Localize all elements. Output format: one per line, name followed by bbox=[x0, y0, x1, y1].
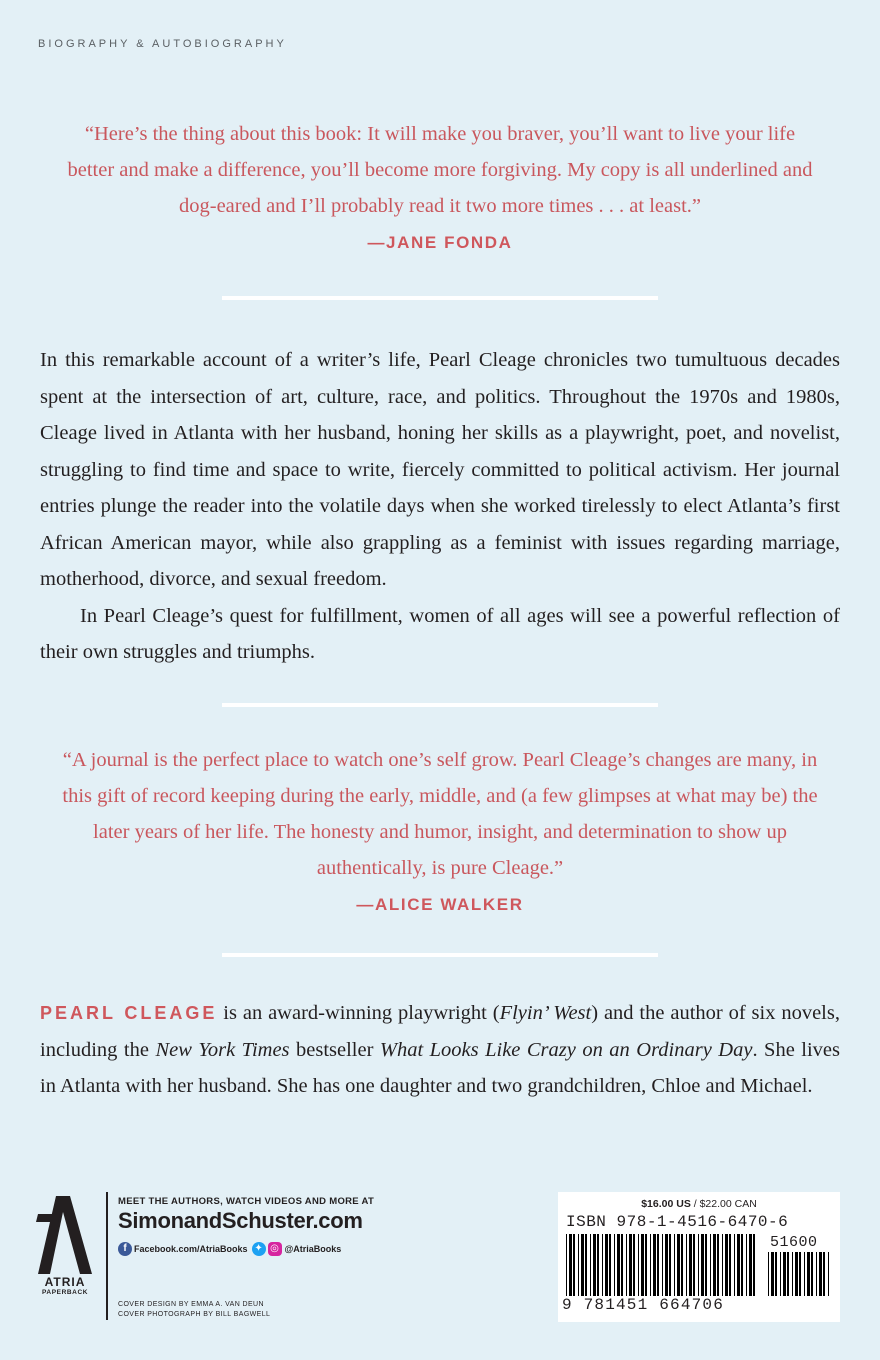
barcode-icon bbox=[566, 1234, 758, 1296]
cover-credits bbox=[118, 1300, 270, 1320]
publisher-logo-text bbox=[36, 1276, 94, 1297]
quote-fonda bbox=[60, 116, 820, 262]
description bbox=[40, 342, 840, 671]
twitter-icon: ✦ bbox=[252, 1242, 266, 1256]
barcode-bar bbox=[698, 1234, 699, 1296]
price-addon-code: 51600 bbox=[770, 1234, 818, 1251]
barcode-bar bbox=[787, 1252, 789, 1296]
barcode-bar bbox=[681, 1234, 683, 1296]
facebook-icon: f bbox=[118, 1242, 132, 1256]
price-us: $16.00 US bbox=[641, 1198, 691, 1210]
barcode-bar bbox=[677, 1234, 680, 1296]
barcode-bar bbox=[569, 1234, 572, 1296]
publisher-imprint: PAPERBACK bbox=[41, 1289, 89, 1296]
cover-photo-credit: COVER PHOTOGRAPH BY BILL BAGWELL bbox=[118, 1311, 271, 1318]
barcode-bar bbox=[629, 1234, 632, 1296]
barcode-bar bbox=[605, 1234, 608, 1296]
barcode-bar bbox=[737, 1234, 740, 1296]
barcode-panel bbox=[558, 1192, 840, 1322]
barcode-bar bbox=[710, 1234, 711, 1296]
barcode-bar bbox=[669, 1234, 671, 1296]
barcode-bar bbox=[633, 1234, 635, 1296]
barcode-bar bbox=[665, 1234, 668, 1296]
barcode-bar bbox=[609, 1234, 611, 1296]
barcode-bar bbox=[729, 1234, 731, 1296]
barcode-bar bbox=[783, 1252, 786, 1296]
description-paragraph: In this remarkable account of a writer’s life, Pearl Cleage chronicles two tumultuous decades spent at the intersection of art, culture, race, and politics. Throughout the 1970s and 1980s, Cleage lived in Atlanta with her husband, honing her skills as a playwright, poet, and novelist, struggling to find time and space to write, fiercely committed to political activism. Her journal entries plunge the reader into the volatile days when she worked tirelessly to elect Atlanta’s first African American mayor, while also grappling as a feminist with issues regarding marriage, motherhood, divorce, and sexual freedom. bbox=[40, 349, 840, 590]
barcode-bar bbox=[816, 1252, 817, 1296]
price-label bbox=[558, 1198, 840, 1210]
quote-attribution: —JANE FONDA bbox=[367, 233, 513, 252]
quote-attribution: —ALICE WALKER bbox=[356, 895, 524, 914]
barcode-bar bbox=[792, 1252, 793, 1296]
barcode-bar bbox=[653, 1234, 656, 1296]
barcode-bar bbox=[593, 1234, 596, 1296]
barcode-bar bbox=[807, 1252, 810, 1296]
barcode-bar bbox=[795, 1252, 798, 1296]
barcode-bar bbox=[749, 1234, 752, 1296]
bio-work-title: New York Times bbox=[155, 1038, 290, 1061]
barcode-bar bbox=[828, 1252, 829, 1296]
social-links bbox=[118, 1242, 374, 1256]
barcode-bar bbox=[753, 1234, 755, 1296]
barcode-bar bbox=[614, 1234, 615, 1296]
barcode-bar bbox=[725, 1234, 728, 1296]
category-label: BIOGRAPHY & AUTOBIOGRAPHY bbox=[38, 38, 287, 50]
addon-barcode-icon bbox=[768, 1252, 830, 1296]
publisher-name: ATRIA bbox=[44, 1275, 86, 1289]
bio-text: ) and the author of six novels, including the bbox=[40, 1002, 840, 1061]
barcode-bar bbox=[701, 1234, 704, 1296]
bio-text: is an award-winning playwright ( bbox=[217, 1002, 500, 1024]
barcode-bar bbox=[566, 1234, 567, 1296]
barcode-bar bbox=[780, 1252, 781, 1296]
quote-walker bbox=[60, 742, 820, 924]
promo-text: MEET THE AUTHORS, WATCH VIDEOS AND MORE AT bbox=[118, 1196, 375, 1207]
barcode-bar bbox=[590, 1234, 591, 1296]
barcode-bar bbox=[775, 1252, 777, 1296]
barcode-bar bbox=[626, 1234, 627, 1296]
barcode-bar bbox=[771, 1252, 774, 1296]
bio-work-title: What Looks Like Crazy on an Ordinary Day bbox=[379, 1038, 753, 1061]
barcode-bar bbox=[693, 1234, 695, 1296]
barcode-bar bbox=[578, 1234, 579, 1296]
divider bbox=[222, 703, 658, 707]
cover-design-credit: COVER DESIGN BY EMMA A. VAN DEUN bbox=[118, 1301, 264, 1308]
barcode-bar bbox=[617, 1234, 620, 1296]
barcode-bar bbox=[645, 1234, 647, 1296]
publisher-promo bbox=[118, 1196, 374, 1256]
facebook-link[interactable]: Facebook.com/AtriaBooks bbox=[134, 1244, 248, 1254]
barcode-bar bbox=[722, 1234, 723, 1296]
barcode-bar bbox=[799, 1252, 801, 1296]
barcode-bar bbox=[638, 1234, 639, 1296]
barcode-bar bbox=[662, 1234, 663, 1296]
barcode-bar bbox=[804, 1252, 805, 1296]
barcode-bar bbox=[713, 1234, 716, 1296]
bio-text: . She lives in Atlanta with her husband. She has one daughter and two grandchildren, Chloe and Michael. bbox=[40, 1038, 840, 1097]
publisher-url[interactable]: SimonandSchuster.com bbox=[118, 1208, 363, 1233]
isbn-number: ISBN 978-1-4516-6470-6 bbox=[566, 1213, 789, 1231]
vertical-divider bbox=[106, 1192, 108, 1320]
divider bbox=[222, 953, 658, 957]
ean-number: 9 781451 664706 bbox=[562, 1296, 725, 1314]
quote-text: “A journal is the perfect place to watch one’s self grow. Pearl Cleage’s changes are many, in this gift of record keeping during the early, middle, and (a few glimpses at what may be) the later years of her life. The honesty and humor, insight, and determination to show up authentically, is pure Cleage.” bbox=[62, 749, 818, 879]
author-name: PEARL CLEAGE bbox=[40, 1003, 218, 1023]
barcode-bar bbox=[717, 1234, 719, 1296]
barcode-bar bbox=[657, 1234, 659, 1296]
barcode-bar bbox=[705, 1234, 707, 1296]
barcode-bar bbox=[581, 1234, 584, 1296]
barcode-bar bbox=[741, 1234, 743, 1296]
quote-text: “Here’s the thing about this book: It will make you braver, you’ll want to live your life better and make a difference, you’ll become more forgiving. My copy is all underlined and dog-eared and I’ll probably read it two more times . . . at least.” bbox=[67, 123, 813, 217]
barcode-bar bbox=[823, 1252, 825, 1296]
divider bbox=[222, 296, 658, 300]
barcode-bar bbox=[621, 1234, 623, 1296]
barcode-bar bbox=[674, 1234, 675, 1296]
barcode-bar bbox=[597, 1234, 599, 1296]
price-can: / $22.00 CAN bbox=[690, 1198, 757, 1210]
barcode-bar bbox=[686, 1234, 687, 1296]
barcode-bar bbox=[811, 1252, 813, 1296]
bio-work-title: Flyin’ West bbox=[499, 1002, 592, 1024]
barcode-bar bbox=[689, 1234, 692, 1296]
barcode-bar bbox=[573, 1234, 575, 1296]
barcode-bar bbox=[768, 1252, 769, 1296]
barcode-bar bbox=[746, 1234, 747, 1296]
barcode-bar bbox=[734, 1234, 735, 1296]
barcode-bar bbox=[602, 1234, 603, 1296]
bio-text: bestseller bbox=[289, 1038, 380, 1061]
barcode-bar bbox=[650, 1234, 651, 1296]
author-bio bbox=[40, 995, 840, 1105]
barcode-bar bbox=[641, 1234, 644, 1296]
instagram-icon: ◎ bbox=[268, 1242, 282, 1256]
social-handle[interactable]: @AtriaBooks bbox=[284, 1244, 342, 1254]
description-paragraph: In Pearl Cleage’s quest for fulfillment, women of all ages will see a powerful reflection of their own struggles and triumphs. bbox=[40, 604, 840, 663]
barcode-bar bbox=[585, 1234, 587, 1296]
barcode-bar bbox=[819, 1252, 822, 1296]
